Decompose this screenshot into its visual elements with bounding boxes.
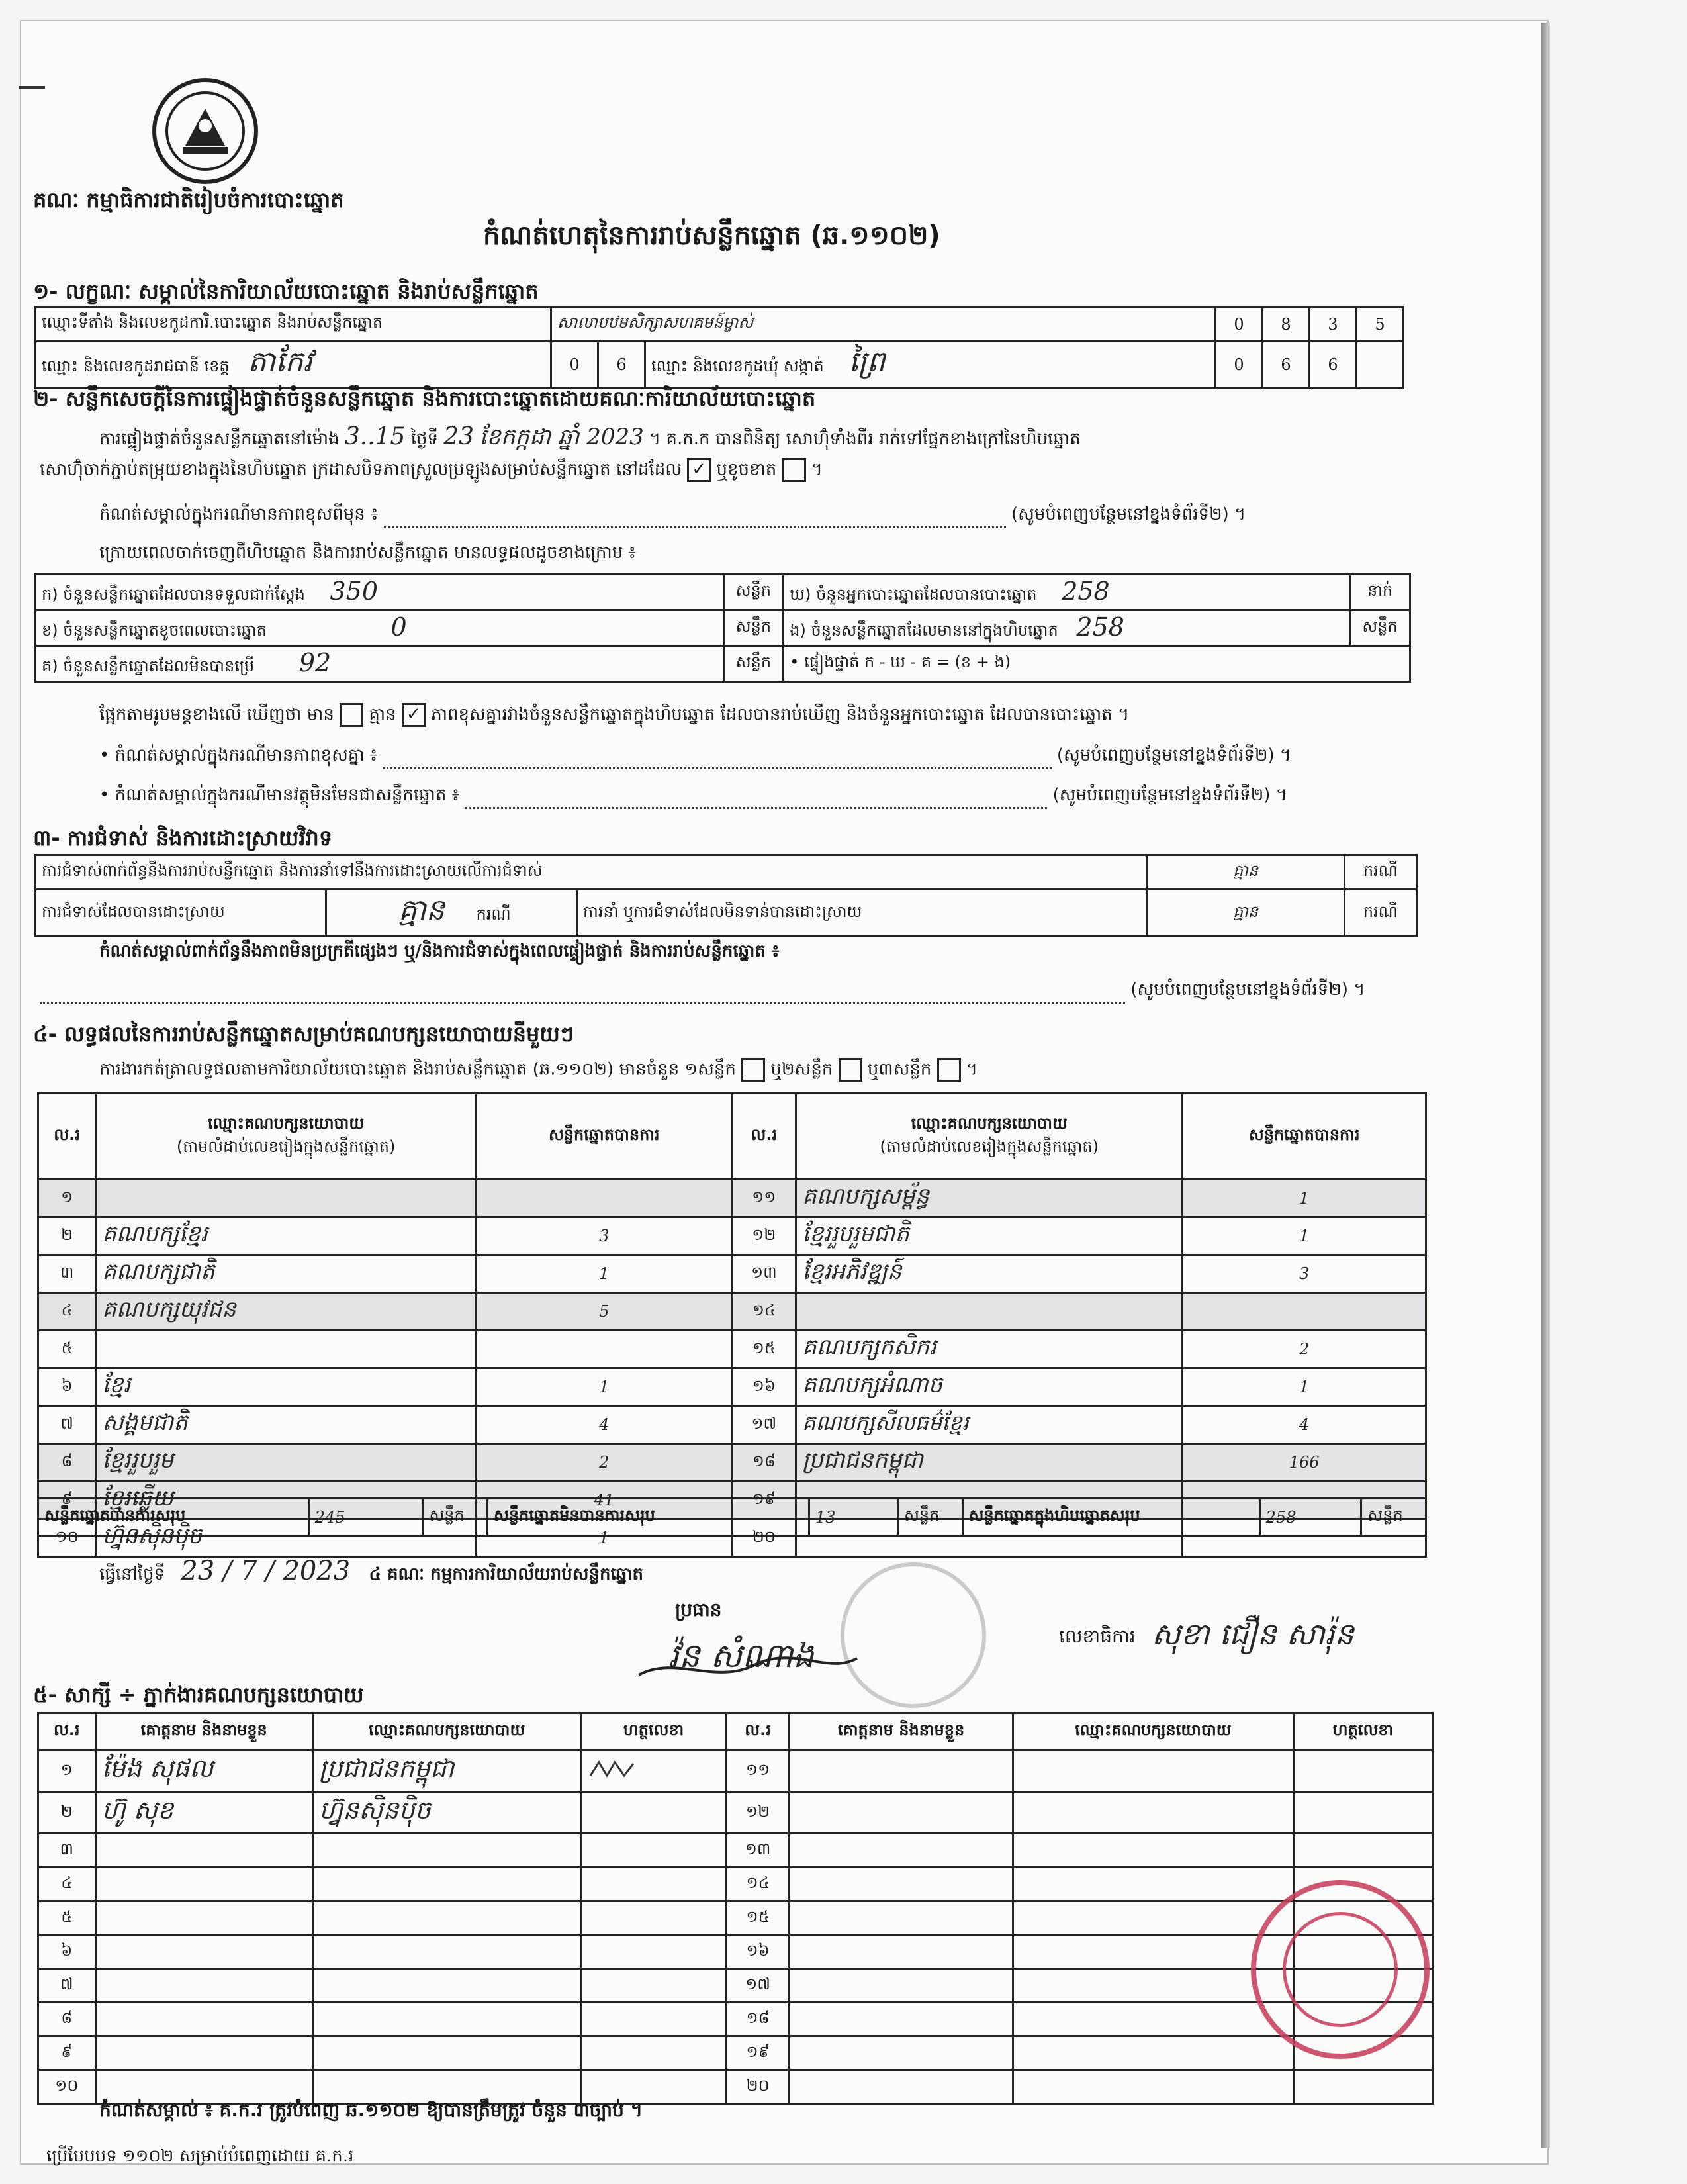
bullet-note-1 (99, 744, 1291, 769)
footnote: កំណត់សម្គាល់ ៖ គ.ក.រ ត្រូវបំពេញ ឆ.១១០២ ឱ្យបានត្រឹមត្រូវ ចំនួន ៣ច្បាប់ ។ (99, 2099, 643, 2121)
province-label: ឈ្មោះ និងលេខកូដរាជធានី ខេត្ត (42, 357, 230, 375)
row-no: ៩ (38, 1482, 96, 1519)
verification-day-label: ថ្ងៃទី (410, 429, 438, 449)
witness-signature-cell (1293, 1834, 1432, 1868)
col-party-header (96, 1094, 477, 1180)
resolved-cell (326, 890, 577, 937)
row-no: ១១ (732, 1180, 796, 1217)
objection-value: គ្មាន (1147, 855, 1345, 890)
party-votes: 2 (1183, 1331, 1426, 1368)
col-name: គោត្តនាម និងនាមខ្លួន (95, 1713, 312, 1750)
bullet-note-2 (99, 784, 1287, 809)
col-party-header (796, 1094, 1183, 1180)
party-votes: 1 (1183, 1180, 1426, 1217)
secretary-label: លេខាធិការ (1059, 1625, 1136, 1647)
no-difference-checkbox[interactable]: ✓ (402, 703, 426, 727)
bullet-note-2-hint: (សូមបំពេញបន្ថែមនៅខ្នងទំព័រទី២) ។ (1052, 785, 1287, 805)
witness-signature-cell (581, 1792, 726, 1834)
witness-name (95, 1834, 312, 1868)
total-unit: សន្លឹក (423, 1499, 488, 1536)
unit-label: សន្លឹក (723, 646, 784, 682)
ballots-in-box-label: ង) ចំនួនសន្លឹកឆ្នោតដែលមាននៅក្នុងហិបឆ្នោត (790, 621, 1058, 640)
verification-day: 23 (443, 423, 475, 450)
witness-name (95, 1901, 312, 1935)
sheet-count-text: ការងារកត់ត្រាលទ្ធផលតាមការិយាល័យបោះឆ្នោត និងរាប់សន្លឹកឆ្នោត (ឆ.១១០២) មានចំនួន ១សន្លឹក (99, 1059, 736, 1080)
date-line (99, 1556, 643, 1588)
witness-party (312, 1935, 581, 1969)
party-votes: 41 (477, 1482, 732, 1519)
province-value: តាកែវ (248, 345, 313, 379)
row-no: ៨ (38, 2003, 96, 2036)
difference-note-field[interactable] (384, 526, 1006, 528)
form-footer: ប្រើបែបបទ ១១០២ សម្រាប់បំពេញដោយ គ.ក.រ (46, 2146, 354, 2166)
secretary-signature: សុខា ជឿន សារ៉ុន (1152, 1616, 1354, 1652)
station-code-digit: 3 (1310, 307, 1357, 342)
witness-party (312, 1969, 581, 2003)
broken-label: ឬខូចខាត (716, 459, 777, 480)
party-name: គណបក្សអំណាច (796, 1368, 1183, 1406)
three-sheets-label: ឬ៣សន្លឹក (867, 1059, 932, 1080)
row-no: ៧ (38, 1406, 96, 1444)
verification-time: 3..15 (344, 423, 406, 450)
row-no: ១១ (726, 1750, 790, 1792)
witness-party (312, 1868, 581, 1901)
col-party-sub: (តាមលំដាប់លេខរៀងក្នុងសន្លឹកឆ្នោត) (176, 1137, 396, 1156)
row-no: ១៣ (726, 1834, 790, 1868)
empty-digit (1357, 342, 1404, 389)
witness-name (790, 1750, 1013, 1792)
party-name: គណបក្សកសិករ (796, 1331, 1183, 1368)
witness-signature-cell (1293, 1750, 1432, 1792)
difference-note-hint: (សូមបំពេញបន្ថែមនៅខ្នងទំព័រទី២) ។ (1011, 504, 1246, 524)
witness-name (95, 1935, 312, 1969)
sheet-count-end: ។ (966, 1059, 978, 1080)
total-invalid-label: សន្លឹកឆ្នោតមិនបានការសរុប (487, 1499, 809, 1536)
row-no: ៦ (38, 1368, 96, 1406)
party-name: ហ្វ៊ុនស៊ិនប៉ិច (96, 1519, 477, 1557)
scan-mark (19, 86, 45, 89)
party-votes: 4 (477, 1406, 732, 1444)
witness-name (790, 2036, 1013, 2070)
row-no: ១៩ (732, 1482, 796, 1519)
objection-table (34, 854, 1418, 937)
witness-name (790, 1969, 1013, 2003)
two-sheets-checkbox[interactable] (839, 1058, 862, 1082)
col-votes: សន្លឹកឆ្នោតបានការ (477, 1094, 732, 1180)
section5-heading: ៥- សាក្សី ÷ ភ្នាក់ងារគណបក្សនយោបាយ (33, 1682, 364, 1707)
verification-month-year: ខែកក្កដា ឆ្នាំ 2023 (479, 424, 644, 450)
witness-party (1013, 1834, 1293, 1868)
party-votes: 5 (477, 1293, 732, 1331)
row-no: ២០ (732, 1519, 796, 1557)
difference-note-line (99, 503, 1246, 528)
commune-value: ព្រៃ (848, 345, 886, 379)
col-votes: សន្លឹកឆ្នោតបានការ (1183, 1094, 1426, 1180)
received-ballots-value: 350 (330, 577, 379, 606)
difference-check-text: ផ្អែកតាមរូបមន្តខាងលើ ឃើញថា មាន (99, 704, 334, 725)
irregularity-note-field[interactable] (40, 1002, 1125, 1004)
unit-label: សន្លឹក (1350, 610, 1410, 646)
voters-label: ឃ) ចំនួនអ្នកបោះឆ្នោតដែលបានបោះឆ្នោត (790, 585, 1037, 604)
irregularity-note-line (40, 978, 1365, 1004)
witness-signature-cell (581, 1935, 726, 1969)
col-no: ល.រ (726, 1713, 790, 1750)
col-no: ល.រ (38, 1094, 96, 1180)
row-no: ២០ (726, 2070, 790, 2104)
row-no: ១២ (726, 1792, 790, 1834)
commune-code-digit: 0 (1216, 342, 1263, 389)
witness-signature-cell (581, 2003, 726, 2036)
witness-name (790, 2003, 1013, 2036)
sheet-count-line (99, 1058, 978, 1084)
one-sheet-checkbox[interactable] (741, 1058, 765, 1082)
party-votes: 2 (477, 1444, 732, 1482)
case-unit: ករណី (476, 905, 511, 924)
unresolved-label: ការនាំ ឬការជំទាស់ដែលមិនទាន់បានដោះស្រាយ (577, 890, 1147, 937)
party-name (96, 1331, 477, 1368)
witness-party (312, 1834, 581, 1868)
total-invalid-value: 13 (809, 1499, 897, 1536)
row-no: ១០ (38, 1519, 96, 1557)
row-no: ១៧ (732, 1406, 796, 1444)
row-no: ១៦ (726, 1935, 790, 1969)
verification-time-label: ការផ្ទៀងផ្ទាត់ចំនួនសន្លឹកឆ្នោតនៅម៉ោង (99, 429, 340, 449)
col-party-sub: (តាមលំដាប់លេខរៀងក្នុងសន្លឹកឆ្នោត) (880, 1137, 1099, 1156)
verification-line (99, 422, 1081, 455)
province-cell (36, 342, 551, 389)
row-no: ១៤ (732, 1293, 796, 1331)
col-no: ល.រ (38, 1713, 96, 1750)
spoiled-ballots-label: ខ) ចំនួនសន្លឹកឆ្នោតខូចពេលបោះឆ្នោត (42, 621, 267, 640)
party-results-table (37, 1092, 1427, 1558)
bullet-note-2-text: • កំណត់សម្គាល់ក្នុងករណីមានវត្ថុមិនមែនជាសន្លឹកឆ្នោត ៖ (99, 785, 460, 805)
row-no: ៣ (38, 1255, 96, 1293)
witness-name (790, 2070, 1013, 2104)
bullet-note-1-text: • កំណត់សម្គាល់ក្នុងករណីមានភាពខុសគ្នា ៖ (99, 745, 378, 765)
row-no: ៩ (38, 2036, 96, 2070)
section1-table (34, 306, 1404, 389)
party-name: ខ្មែរ (96, 1368, 477, 1406)
unit-label: សន្លឹក (723, 575, 784, 610)
witness-name (95, 2003, 312, 2036)
chair-label: ប្រធាន (675, 1599, 722, 1621)
row-no: ១ (38, 1180, 96, 1217)
party-votes (1183, 1293, 1426, 1331)
irregularity-note-hint: (សូមបំពេញបន្ថែមនៅខ្នងទំព័រទី២) ។ (1130, 980, 1365, 1000)
witness-name (790, 1935, 1013, 1969)
difference-note-label: កំណត់សម្គាល់ក្នុងករណីមានភាពខុសពីមុន ៖ (99, 504, 379, 524)
row-no: ១២ (732, 1217, 796, 1255)
case-unit: ករណី (1345, 855, 1417, 890)
total-valid-value: 245 (308, 1499, 423, 1536)
party-name: ខ្មែរឆ្លើយ (96, 1482, 477, 1519)
resolved-label: ការជំទាស់ដែលបានដោះស្រាយ (36, 890, 326, 937)
party-votes: 1 (1183, 1217, 1426, 1255)
resolved-value: គ្មាន (398, 893, 445, 927)
organization-name: គណៈ កម្មាធិការជាតិរៀបចំការបោះឆ្នោត (33, 187, 344, 213)
witness-signature-cell (581, 1901, 726, 1935)
party-name: ប្រជាជនកម្ពុជា (796, 1444, 1183, 1482)
party-name: គណបក្សយុវជន (96, 1293, 477, 1331)
party-votes: 1 (1183, 1368, 1426, 1406)
total-valid-label: សន្លឹកឆ្នោតបានការសរុប (38, 1499, 309, 1536)
commune-code-digit: 6 (1310, 342, 1357, 389)
party-name: គណបក្សខ្មែរ (96, 1217, 477, 1255)
stamp-inner-ring (1283, 1912, 1398, 2027)
difference-check-post: ភាពខុសគ្នារវាងចំនួនសន្លឹកឆ្នោតក្នុងហិបឆ្នោត ដែលបានរាប់ឃើញ និងចំនួនអ្នកបោះឆ្នោត ដែលបានបោះឆ្នោត ។ (431, 704, 1130, 725)
section3-heading: ៣- ការជំទាស់ និងការដោះស្រាយវិវាទ (33, 826, 333, 851)
unit-label: សន្លឹក (723, 610, 784, 646)
nec-emblem-icon (152, 78, 258, 184)
results-intro: ក្រោយពេលចាក់ចេញពីហិបឆ្នោត និងការរាប់សន្លឹកឆ្នោត មានលទ្ធផលដូចខាងក្រោម ៖ (99, 543, 636, 563)
unused-ballots-label: គ) ចំនួនសន្លឹកឆ្នោតដែលមិនបានប្រើ (42, 657, 255, 675)
col-party: ឈ្មោះគណបក្សនយោបាយ (1013, 1713, 1293, 1750)
party-name: ខ្មែររួបរួម (96, 1444, 477, 1482)
row-no: ១៧ (726, 1969, 790, 2003)
difference-check-line (99, 703, 1129, 729)
date-label: ធ្វើនៅថ្ងៃទី (99, 1564, 165, 1584)
irregularity-note: កំណត់សម្គាល់ពាក់ព័ន្ធនឹងភាពមិនប្រក្រតីផ្សេងៗ ឬ/និងការជំទាស់ក្នុងពេលផ្ទៀងផ្ទាត់ និងការរាប់សន្លឹកឆ្នោត ៖ (99, 941, 780, 961)
row-no: ១៦ (732, 1368, 796, 1406)
party-votes: 166 (1183, 1444, 1426, 1482)
witness-party: ហ្វ៊ុនស៊ិនប៉ិច (312, 1792, 581, 1834)
party-votes: 1 (477, 1519, 732, 1557)
commune-cell (645, 342, 1216, 389)
polling-station-value: សាលាបឋមសិក្សាសហគមន៍ម្ចាស់ (551, 307, 1216, 342)
party-name: ខ្មែររួបរួមជាតិ (796, 1217, 1183, 1255)
date-value: 23 / 7 / 2023 (181, 1556, 351, 1586)
section4-heading: ៤- លទ្ធផលនៃការរាប់សន្លឹកឆ្នោតសម្រាប់គណបក្សនយោបាយនីមួយៗ (33, 1021, 574, 1047)
row-no: ១៩ (726, 2036, 790, 2070)
witness-name: ម៉ែង សុផល (95, 1750, 312, 1792)
witness-party (1013, 2003, 1293, 2036)
unit-label: នាក់ (1350, 575, 1410, 610)
unused-ballots-value: 92 (298, 648, 332, 677)
page-edge-shadow (1541, 23, 1550, 2148)
row-no: ៤ (38, 1868, 96, 1901)
witness-name: ហ៊ូ សុខ (95, 1792, 312, 1834)
section1-heading: ១- លក្ខណៈ សម្គាល់នៃការិយាល័យបោះឆ្នោត និងរាប់សន្លឹកឆ្នោត (33, 279, 539, 304)
polling-station-label: ឈ្មោះទីតាំង និងលេខកូដការិ.បោះឆ្នោត និងរាប់សន្លឹកឆ្នោត (36, 307, 551, 342)
row-no: ១០ (38, 2070, 96, 2104)
total-unit: សន្លឹក (898, 1499, 963, 1536)
chair-signature: វ៉ន សំណាង (668, 1637, 814, 1675)
voters-value: 258 (1062, 577, 1110, 606)
row-no: ១៣ (732, 1255, 796, 1293)
witness-name (95, 1868, 312, 1901)
col-sign: ហត្ថលេខា (581, 1713, 726, 1750)
unresolved-value: គ្មាន (1147, 890, 1345, 937)
row-no: ៦ (38, 1935, 96, 1969)
witness-signature-cell (1293, 2070, 1432, 2104)
witness-party (312, 2036, 581, 2070)
party-name (796, 1293, 1183, 1331)
witness-party (312, 2003, 581, 2036)
committee-label: ៤ គណៈ កម្មការការិយាល័យរាប់សន្លឹកឆ្នោត (369, 1564, 644, 1584)
party-votes (477, 1331, 732, 1368)
party-name: ខ្មែរអភិវឌ្ឍន៍ (796, 1255, 1183, 1293)
row-no: ៨ (38, 1444, 96, 1482)
total-unit: សន្លឹក (1361, 1499, 1426, 1536)
no-difference-label: គ្មាន (369, 704, 396, 725)
witness-name (95, 2036, 312, 2070)
chair-signature-stroke-icon (635, 1648, 860, 1688)
witness-party (1013, 1750, 1293, 1792)
party-votes: 3 (1183, 1255, 1426, 1293)
province-code-digit: 6 (598, 342, 645, 389)
col-party: ឈ្មោះគណបក្សនយោបាយ (911, 1114, 1068, 1133)
col-party: ឈ្មោះគណបក្សនយោបាយ (207, 1114, 365, 1133)
witness-party (1013, 1792, 1293, 1834)
witness-party (1013, 2036, 1293, 2070)
witness-signature-cell (581, 1750, 726, 1792)
party-name: គណបក្សសីលធម៌ខ្មែរ (796, 1406, 1183, 1444)
ballots-in-box-value: 258 (1076, 612, 1124, 641)
row-no: ១ (38, 1750, 96, 1792)
witness-party (1013, 1901, 1293, 1935)
witness-party (312, 1901, 581, 1935)
witness-signature-cell (581, 2036, 726, 2070)
row-no: ១៨ (726, 2003, 790, 2036)
witness-signature-cell (581, 1834, 726, 1868)
totals-table (37, 1497, 1427, 1537)
commune-code-digit: 6 (1263, 342, 1310, 389)
row-no: ៤ (38, 1293, 96, 1331)
station-code-digit: 5 (1357, 307, 1404, 342)
official-stamp-icon (1251, 1880, 1430, 2059)
verification-line-text: ។ គ.ក.ក បានពិនិត្យ សោហ៊ុំទាំងពីរ រាក់ទៅផ្នែកខាងក្រៅនៃហិបឆ្នោត (649, 429, 1081, 449)
party-name: គណបក្សសម្ព័ន្ធ (796, 1180, 1183, 1217)
party-votes: 3 (477, 1217, 732, 1255)
party-name: គណបក្សជាតិ (96, 1255, 477, 1293)
row-no: ៧ (38, 1969, 96, 2003)
party-votes (477, 1180, 732, 1217)
spoiled-ballots-value: 0 (390, 612, 407, 641)
witness-name (95, 1969, 312, 2003)
seal-check-text: សោហ៊ុំចាក់ភ្ជាប់តម្រុយខាងក្នុងនៃហិបឆ្នោត ក្រដាសបិទភាពស្រួលប្រឡូងសម្រាប់សន្លឹកឆ្នោត នៅដដែល (40, 459, 682, 480)
witness-table (37, 1712, 1434, 2105)
station-code-digit: 0 (1216, 307, 1263, 342)
party-votes: 1 (477, 1368, 732, 1406)
received-ballots-label: ក) ចំនួនសន្លឹកឆ្នោតដែលបានទទួលជាក់ស្តែង (42, 585, 305, 604)
witness-signature-cell (581, 1868, 726, 1901)
total-box-value: 258 (1259, 1499, 1361, 1536)
witness-signature-icon (587, 1757, 647, 1781)
col-sign: ហត្ថលេខា (1293, 1713, 1432, 1750)
section2-heading: ២- សន្លឹកសេចក្តីនៃការផ្ទៀងផ្ទាត់ចំនួនសន្លឹកឆ្នោត និងការបោះឆ្នោតដោយគណៈការិយាល័យបោះឆ្នោត (33, 386, 816, 411)
col-party: ឈ្មោះគណបក្សនយោបាយ (312, 1713, 581, 1750)
row-no: ៣ (38, 1834, 96, 1868)
two-sheets-label: ឬ២សន្លឹក (770, 1059, 833, 1080)
party-votes: 4 (1183, 1406, 1426, 1444)
row-no: ៥ (38, 1901, 96, 1935)
bullet-note-1-field[interactable] (383, 767, 1052, 769)
has-difference-checkbox[interactable] (340, 703, 363, 727)
col-name: គោត្តនាម និងនាមខ្លួន (790, 1713, 1013, 1750)
col-no: ល.រ (732, 1094, 796, 1180)
intact-checkbox[interactable]: ✓ (687, 458, 711, 482)
row-no: ១៤ (726, 1868, 790, 1901)
row-no: ៥ (38, 1331, 96, 1368)
witness-signature-cell (1293, 1792, 1432, 1834)
row-no: ១៥ (726, 1901, 790, 1935)
ballot-count-table (34, 573, 1411, 683)
three-sheets-checkbox[interactable] (937, 1058, 961, 1082)
row-no: ២ (38, 1217, 96, 1255)
row-no: ១៨ (732, 1444, 796, 1482)
witness-party (1013, 1868, 1293, 1901)
broken-checkbox[interactable] (782, 458, 806, 482)
form-title: កំណត់ហេតុនៃការរាប់សន្លឹកឆ្នោត (ឆ.១១០២) (483, 220, 940, 251)
witness-party: ប្រជាជនកម្ពុជា (312, 1750, 581, 1792)
faint-stamp-icon (841, 1562, 986, 1708)
commune-label: ឈ្មោះ និងលេខកូដឃុំ សង្កាត់ (651, 357, 824, 375)
witness-name (790, 1901, 1013, 1935)
bullet-note-1-hint: (សូមបំពេញបន្ថែមនៅខ្នងទំព័រទី២) ។ (1056, 745, 1292, 765)
total-box-label: សន្លឹកឆ្នោតក្នុងហិបឆ្នោតសរុប (962, 1499, 1259, 1536)
witness-name (790, 1868, 1013, 1901)
seal-check-line: សោហ៊ុំចាក់ភ្ជាប់តម្រុយខាងក្នុងនៃហិបឆ្នោត ក្រដាសបិទភាពស្រួលប្រឡូងសម្រាប់សន្លឹកឆ្នោត នៅដដែល ✓ ឬខូចខាត ។ (40, 458, 823, 484)
witness-signature-cell (581, 1969, 726, 2003)
witness-name (790, 1834, 1013, 1868)
witness-name (790, 1792, 1013, 1834)
party-name (96, 1180, 477, 1217)
bullet-note-2-field[interactable] (465, 807, 1047, 809)
case-unit: ករណី (1345, 890, 1417, 937)
party-votes: 1 (477, 1255, 732, 1293)
formula-text: • ផ្ទៀងផ្ទាត់ ក - ឃ - គ = (ខ + ង) (784, 646, 1410, 682)
row-no: ១៥ (732, 1331, 796, 1368)
witness-party (1013, 2070, 1293, 2104)
party-name: សង្គមជាតិ (96, 1406, 477, 1444)
station-code-digit: 8 (1263, 307, 1310, 342)
objection-label: ការជំទាស់ពាក់ព័ន្ធនឹងការរាប់សន្លឹកឆ្នោត និងការនាំទៅនឹងការដោះស្រាយលើការជំទាស់ (36, 855, 1147, 890)
row-no: ២ (38, 1792, 96, 1834)
province-code-digit: 0 (551, 342, 598, 389)
